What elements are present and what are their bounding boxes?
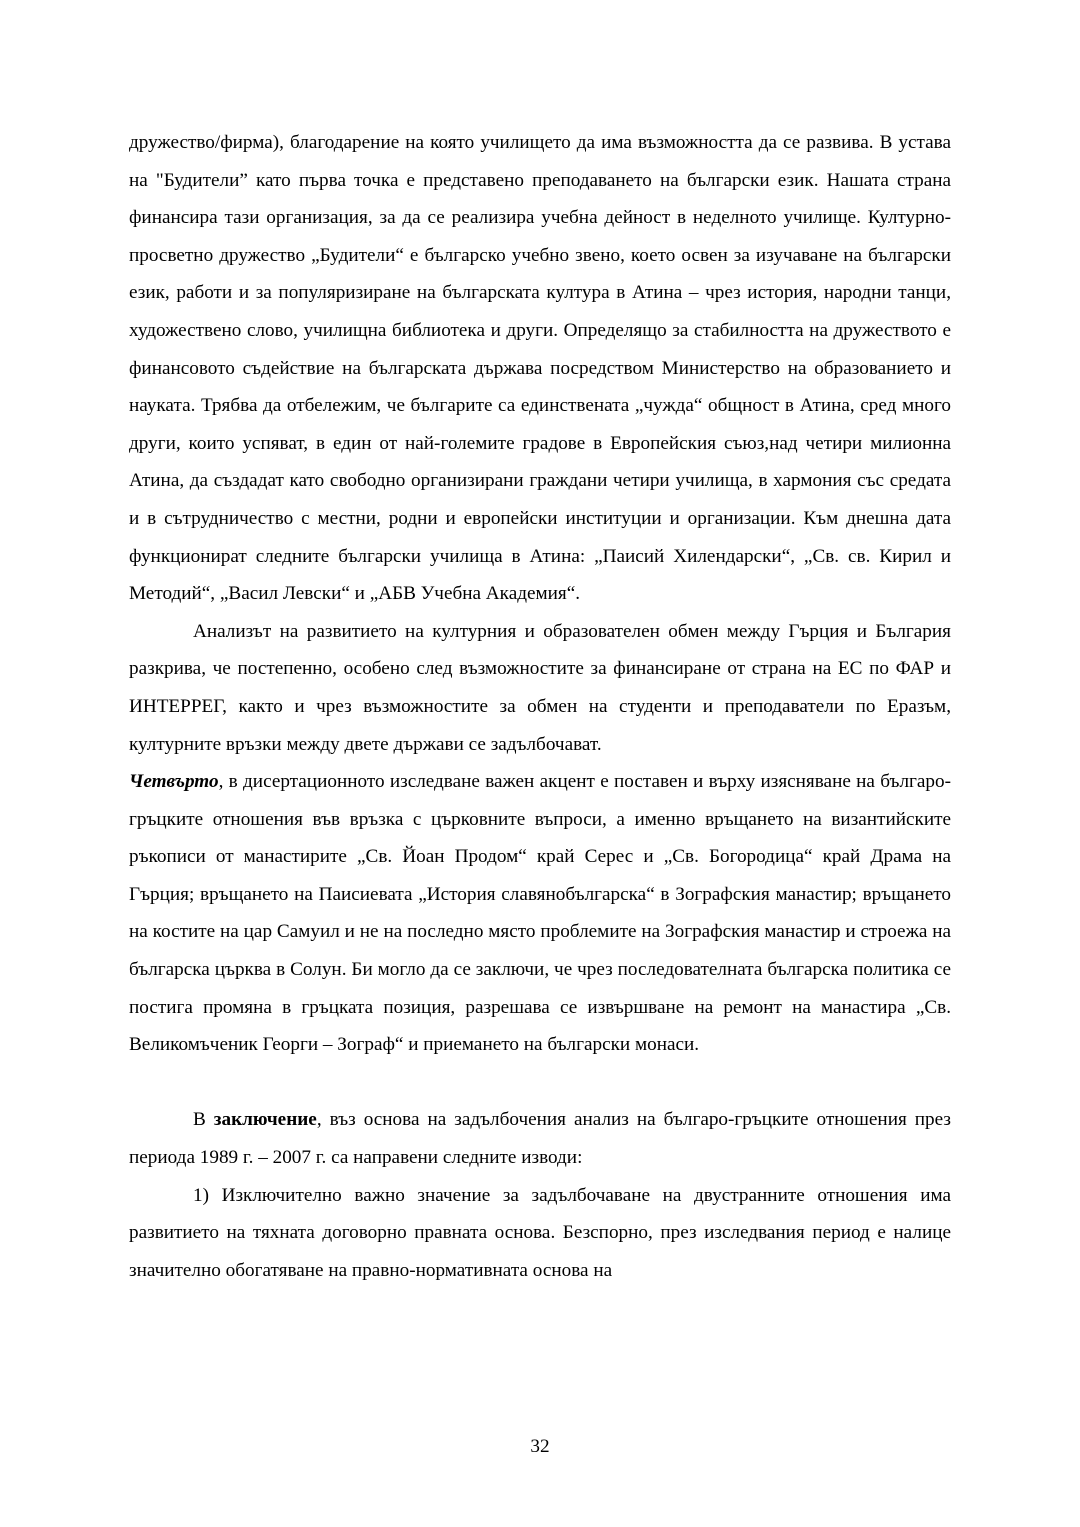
paragraph-church-issues-text: , в дисертационното изследване важен акцент е поставен и върху изясняване на българо-гръцките отношения във връзка с църковните въпроси, а именно връщането на византийските ръкописи от манастирите „Св. Йоан Продом“ край Серес и „Св. Богородица“ край Драма на Гърция; връщането на Паисиевата „История славянобългарска“ в Зографския манастир; връщането на костите на цар Самуил и не на последно място проблемите на Зографския манастир и строежа на българска църква в Солун. Би могло да се заключи, че чрез последователната българска политика се постига промяна в гръцката позиция, разрешава се извършване на ремонт на манастира „Св. Великомъченик Георги – Зограф“ и приемането на български монаси. bbox=[129, 771, 951, 1056]
paragraph-budibeli: дружество/фирма), благодарение на която училището да има възможността да се развива. В устава на "Будители” като първа точка е представено преподаването на български език. Нашата страна финансира тази организация, за да се реализира учебна дейност в неделното училище. Културно-просветно дружество „Будители“ е българско учебно звено, което освен за изучаване на български език, работи и за популяризиране на българската култура в Атина – чрез история, народни танци, художествено слово, училищна библиотека и други. Определящо за стабилността на дружеството е финансовото съдействие на българската държава посредством Министерство на образованието и науката. Трябва да отбележим, че българите са единствената „чужда“ общност в Атина, сред много други, които успяват, в един от най-големите градове в Европейския съюз,над четири милионна Атина, да създадат като свободно организирани граждани четири училища, в хармония със средата и в сътрудничество с местни, родни и европейски институции и организации. Към днешна дата функционират следните български училища в Атина: „Паисий Хилендарски“, „Св. св. Кирил и Методий“, „Васил Левски“ и „АБВ Учебна Академия“. bbox=[129, 132, 951, 605]
body-text bbox=[129, 124, 951, 1289]
conclusion-lead: В bbox=[193, 1109, 214, 1131]
paragraph-conclusion-intro bbox=[129, 1101, 951, 1176]
paragraph-church-issues bbox=[129, 763, 951, 1064]
page-number: 32 bbox=[530, 1436, 550, 1457]
conclusion-keyword: заключение bbox=[213, 1109, 317, 1131]
emphasis-fourth: Четвърто bbox=[129, 771, 219, 793]
paragraph-spacer bbox=[129, 1064, 951, 1102]
paragraph-cultural-exchange: Анализът на развитието на културния и образователен обмен между Гърция и България разкрива, че постепенно, особено след възможностите за финансиране от страна на ЕС по ФАР и ИНТЕРРЕГ, както и чрез възможностите за обмен на студенти и преподаватели по Еразъм, културните връзки между двете държави се задълбочават. bbox=[129, 620, 951, 755]
paragraph-conclusion-1: 1) Изключително важно значение за задълбочаване на двустранните отношения има развитието на тяхната договорно правната основа. Безспорно, през изследвания период е налице значително обогатяване на правно-нормативната основа на bbox=[129, 1184, 951, 1281]
conclusion-intro-text: , въз основа на задълбочения анализ на българо-гръцките отношения през периода 1989 г. – 2007 г. са направени следните изводи: bbox=[129, 1109, 951, 1169]
